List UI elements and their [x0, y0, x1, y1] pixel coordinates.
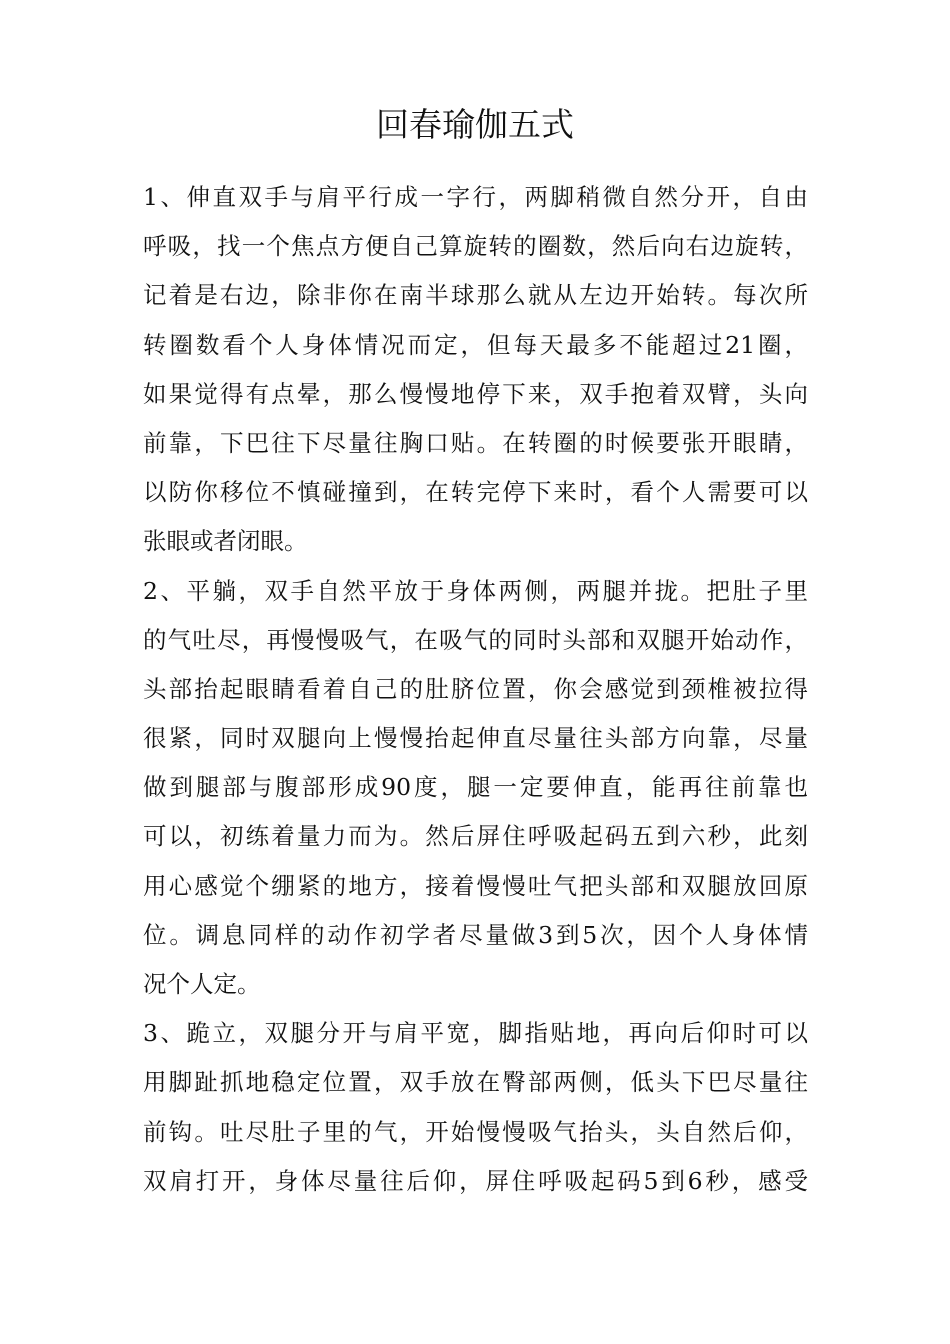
text-line: 如果觉得有点晕，那么慢慢地停下来，双手抱着双臂，头向 [143, 379, 808, 408]
text-line: 用脚趾抓地稳定位置，双手放在臀部两侧，低头下巴尽量往 [143, 1068, 808, 1097]
text-line: 位。调息同样的动作初学者尽量做3到5次，因个人身体情 [143, 920, 808, 949]
text-line: 2、平躺，双手自然平放于身体两侧，两腿并拢。把肚子里 [143, 576, 808, 605]
text-line: 可以，初练着量力而为。然后屏住呼吸起码五到六秒，此刻 [143, 822, 808, 851]
text-line: 用心感觉个绷紧的地方，接着慢慢吐气把头部和双腿放回原 [143, 871, 808, 900]
text-line: 的气吐尽，再慢慢吸气，在吸气的同时头部和双腿开始动作， [143, 625, 808, 654]
text-line: 头部抬起眼睛看着自己的肚脐位置，你会感觉到颈椎被拉得 [143, 674, 808, 703]
text-line: 转圈数看个人身体情况而定，但每天最多不能超过21圈， [143, 330, 808, 359]
text-line: 况个人定。 [143, 970, 261, 998]
text-line: 记着是右边，除非你在南半球那么就从左边开始转。每次所 [143, 281, 808, 310]
text-line: 很紧，同时双腿向上慢慢抬起伸直尽量往头部方向靠，尽量 [143, 724, 808, 753]
text-line: 前靠，下巴往下尽量往胸口贴。在转圈的时候要张开眼睛， [143, 428, 808, 457]
text-line: 1、伸直双手与肩平行成一字行，两脚稍微自然分开，自由 [143, 183, 808, 211]
document-body [143, 173, 808, 1206]
text-line: 前钩。吐尽肚子里的气，开始慢慢吸气抬头，头自然后仰， [143, 1117, 808, 1146]
text-line: 双肩打开，身体尽量往后仰，屏住呼吸起码5到6秒，感受 [143, 1166, 808, 1195]
text-line: 以防你移位不慎碰撞到，在转完停下来时，看个人需要可以 [143, 478, 808, 507]
text-line: 呼吸，找一个焦点方便自己算旋转的圈数，然后向右边旋转， [143, 232, 808, 261]
text-line: 3、跪立，双腿分开与肩平宽，脚指贴地，再向后仰时可以 [143, 1019, 808, 1048]
page-title: 回春瑜伽五式 [376, 105, 574, 144]
text-line: 做到腿部与腹部形成90度，腿一定要伸直，能再往前靠也 [143, 773, 808, 802]
text-line: 张眼或者闭眼。 [143, 527, 308, 556]
